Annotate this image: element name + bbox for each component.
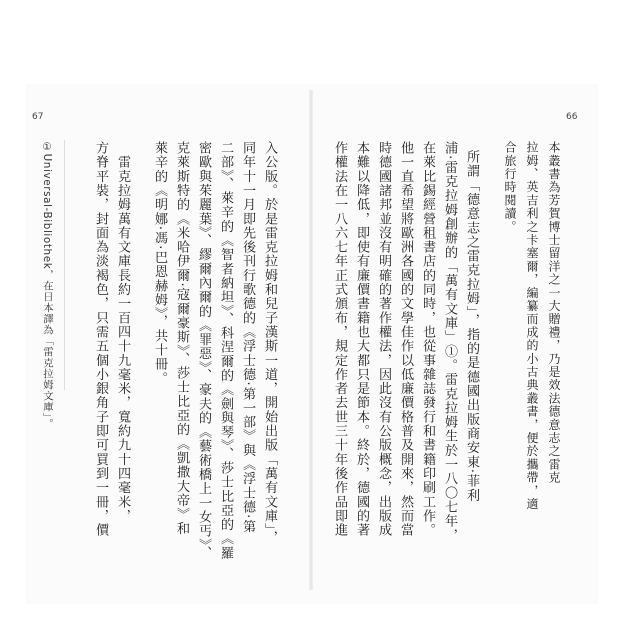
book-gutter	[309, 90, 313, 590]
text-column: 他一直希望將歐洲各國的文學佳作以低廉價格普及開來，然而當	[398, 141, 413, 538]
text-column: 本難以降低，即使有廉價書籍也大都只是節本。終於，德國的著	[354, 141, 369, 538]
text-column: 方脊平裝，封面為淡褐色，只需五個小銀角子即可買到一冊，價	[93, 141, 108, 538]
text-column: 入公版。於是雷克拉姆和兒子漢斯一道，開始出版「萬有文庫」，	[262, 141, 277, 545]
quote-column: 本叢書為芳賀博士留洋之一大贈禮，乃是效法德意志之雷克	[547, 141, 561, 485]
text-column: 時德國諸邦並沒有明確的著作權法，因此沒有公版概念，出版成	[376, 141, 391, 538]
text-column: 萊辛的《明娜‧馮‧巴恩赫姆》，共十冊。	[152, 141, 167, 386]
text-column: 所謂「德意志之雷克拉姆」，指的是德國出版商安東‧菲利	[464, 150, 479, 503]
text-column: 浦‧雷克拉姆創辦的「萬有文庫」①。雷克拉姆生於一八〇七年，	[442, 141, 457, 543]
quote-column: 拉姆、英吉利之卡塞爾，編纂而成的小古典叢書，便於攜帶，適	[525, 141, 539, 511]
footnote-divider	[64, 140, 65, 390]
page-number-right: 66	[566, 112, 578, 122]
text-column: 雷克拉姆萬有文庫長約一百四十九毫米，寬約九十四毫米，	[115, 141, 130, 524]
text-column: 在萊比錫經營租書店的同時，也從事雜誌發行和書籍印刷工作。	[420, 141, 435, 538]
page-number-left: 67	[32, 112, 44, 122]
text-column: 作權法在一八六七年正式頒布，規定作者去世三十年後作品即進	[332, 141, 347, 538]
text-column: 二部》、萊辛的《智者納坦》、科涅爾的《劍與琴》、莎士比亞的《羅	[218, 141, 233, 560]
text-column: 密歐與茱麗葉》、繆爾內爾的《罪惡》、豪夫的《藝術橋上一女丐》、	[196, 141, 211, 560]
text-column: 同年十一月即先後刊行歌德的《浮士德‧第一部》與《浮士德‧第	[240, 141, 255, 534]
quote-column: 合旅行時閱讀。	[503, 141, 517, 234]
text-column: 克萊斯特的《米哈伊爾‧寇爾豪斯》、莎士比亞的《凱撒大帝》和	[174, 141, 189, 536]
footnote: ①Universal-Bibliothek，在日本譯為「雷克拉姆文庫」。	[41, 141, 53, 430]
